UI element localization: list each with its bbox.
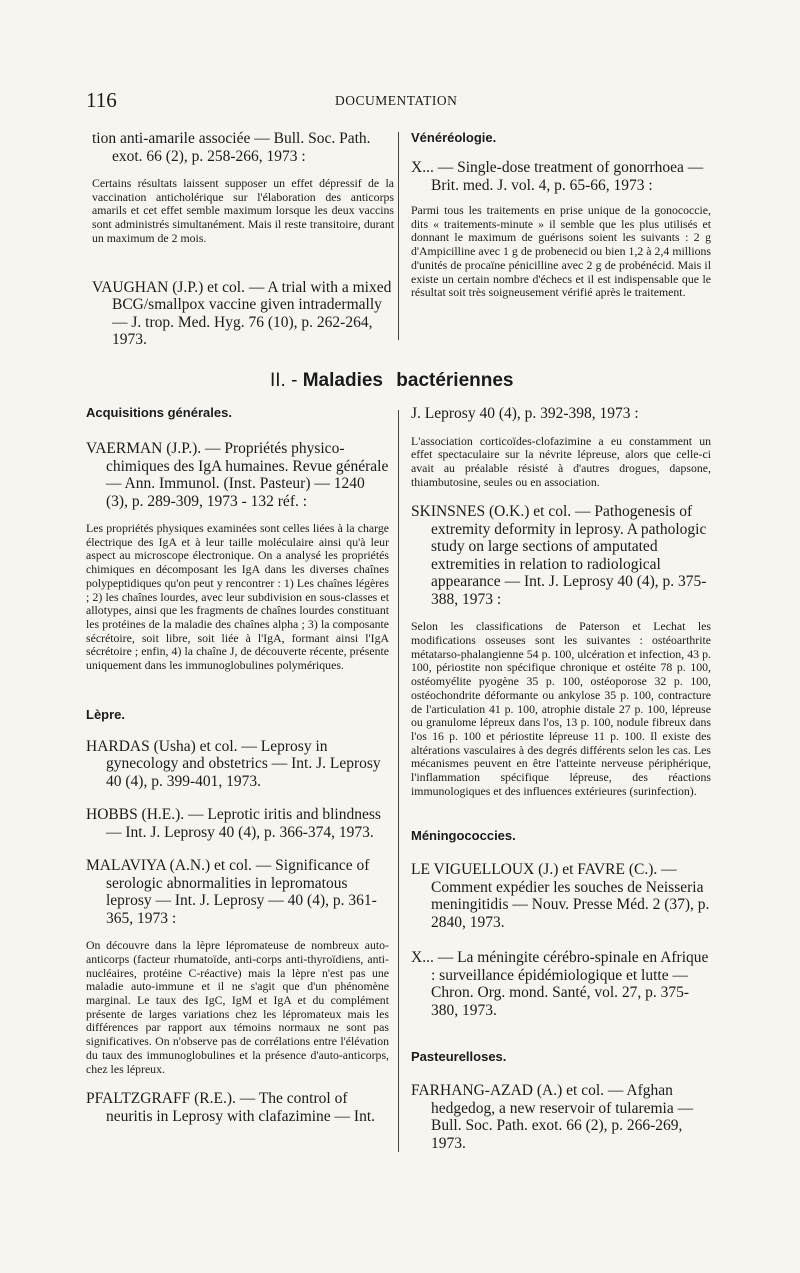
reference-entry: X... — La méningite cérébro-spinale en Afrique : surveillance épidémiologique et lutte — Chron. Org. mond. Santé, vol. 27, p. 375-380, 1973.: [411, 949, 709, 1019]
reference-entry: SKINSNES (O.K.) et col. — Pathogenesis of extremity deformity in leprosy. A pathologic study on large sections of amputated extremities in relation to radiological appearance — Int. J. Leprosy 40 (4), p. 375-388, 1973 :: [411, 503, 707, 608]
column-divider-top: [398, 132, 399, 340]
section-title: II. - Maladies bactériennes: [270, 370, 514, 391]
top-left-column: [92, 130, 394, 349]
reference-entry: VAUGHAN (J.P.) et col. — A trial with a mixed BCG/smallpox vaccine given intradermally — J. trop. Med. Hyg. 76 (10), p. 262-264, 1973.: [92, 278, 392, 349]
reference-entry: PFALTZGRAFF (R.E.). — The control of neuritis in Leprosy with clafazimine — Int.: [86, 1090, 376, 1125]
left-column: [86, 405, 389, 1125]
reference-entry: HARDAS (Usha) et col. — Leprosy in gynecology and obstetrics — Int. J. Leprosy 40 (4), p. 399-401, 1973.: [86, 737, 381, 790]
running-header: DOCUMENTATION: [335, 93, 458, 108]
page-number: 116: [86, 88, 117, 112]
abstract-text: On découvre dans la lèpre lépromateuse de nombreux auto-anticorps (facteur rhumatoïde, anti-corps anti-thyroïdiens, anti-nucléaires, protéine C-réactive) mais la lèpre n'est pas une maladie auto-immune et il ne s'agit que d'un phénomène marginal. Le taux des IgC, IgM et IgA et du complément présente de larges variations chez les lépromateux mais les différences par rapport aux témoins normaux ne sont pas significatives. On n'observe pas de corrélations entre l'élévation du taux des immunoglobulines et la présence d'auto-anticorps, chez les lépreux.: [86, 938, 389, 1076]
abstract-text: Certains résultats laissent supposer un effet dépressif de la vaccination anticholérique sur l'élaboration des anticorps amarils et cet effet semble maximum lorsque les deux vaccins sont administrés simultanément. Mais il reste transitoire, durant un maximum de 2 mois.: [92, 176, 394, 245]
reference-entry: J. Leprosy 40 (4), p. 392-398, 1973 :: [411, 405, 639, 422]
right-column: [411, 405, 711, 1152]
abstract-text: Les propriétés physiques examinées sont celles liées à la charge électrique des IgA et à leur taille moléculaire ainsi qu'à leur aspect au microscope électronique. On a analysé les propriétés chimiques en décomposant les IgA dans les diverses chaînes polypeptidiques qu'on peut y rencontrer : 1) Les chaînes légères ; 2) les chaînes lourdes, avec leur subdivision en sous-classes et allotypes, ainsi que les fragments de chaînes lourdes constituant les protéines de la maladie des chaînes alpha ; 3) la composante sécrétoire, soit libre, soit liée à l'IgA, formant ainsi l'IgA sécrétoire ; enfin, 4) la chaîne J, de découverte récente, présente uniquement dans les immunoglobulines polymériques.: [86, 521, 389, 673]
reference-entry: X... — Single-dose treatment of gonorrhoea — Brit. med. J. vol. 4, p. 65-66, 1973 :: [411, 159, 704, 194]
reference-entry: VAERMAN (J.P.). — Propriétés physico-chimiques des IgA humaines. Revue générale — Ann. Immunol. (Inst. Pasteur) — 1240 (3), p. 289-309, 1973 - 132 réf. :: [86, 440, 389, 510]
reference-entry: MALAVIYA (A.N.) et col. — Significance of serologic abnormalities in lepromatous leprosy — Int. J. Leprosy — 40 (4), p. 361-365, 1973 :: [86, 857, 377, 927]
reference-entry: LE VIGUELLOUX (J.) et FAVRE (C.). — Comment expédier les souches de Neisseria meningitidis — Nouv. Presse Méd. 2 (37), p. 2840, 1973.: [411, 861, 710, 931]
reference-entry: tion anti-amarile associée — Bull. Soc. Path. exot. 66 (2), p. 258-266, 1973 :: [92, 130, 371, 165]
reference-entry: FARHANG-AZAD (A.) et col. — Afghan hedgedog, a new reservoir of tularemia — Bull. Soc. Path. exot. 66 (2), p. 266-269, 1973.: [411, 1082, 694, 1152]
top-right-column: [411, 130, 711, 300]
category-heading: Pasteurelloses.: [411, 1049, 507, 1065]
category-heading: Acquisitions générales.: [86, 405, 232, 420]
abstract-text: Parmi tous les traitements en prise unique de la gonococcie, dits « traitements-minute » il semble que les plus utilisés et donnant le maximum de guérisons soient les suivants : 2 g d'Ampicilline avec 1 g de probenecid ou bien 1,2 à 2,4 millions d'unités de procaïne pénicilline avec 2 g de probénécid. Mais il existe un certain nombre d'échecs et il est indispensable que le résultat soit très soigneusement vérifié après le traitement.: [411, 203, 711, 300]
category-heading: Lèpre.: [86, 706, 126, 722]
reference-entry: HOBBS (H.E.). — Leprotic iritis and blindness — Int. J. Leprosy 40 (4), p. 366-374, 1973.: [86, 806, 381, 841]
category-heading: Méningococcies.: [411, 828, 516, 844]
abstract-text: L'association corticoïdes-clofazimine a eu constamment un effet spectaculaire sur la névrite lépreuse, alors que celle-ci avait au préalable résisté à d'autres drogues, dapsone, thiambutosine, seules ou en association.: [411, 433, 711, 489]
category-heading: Vénéréologie.: [411, 130, 497, 145]
abstract-text: Selon les classifications de Paterson et Lechat les modifications osseuses sont les suivantes : ostéoarthrite métatarso-phalangienne 54 p. 100, ulcération et infection, 43 p. 100, périostite non spécifique chronique et ostéite 78 p. 100, ostéomyélite pyogène 35 p. 100, ostéoporose 32 p. 100, ostéochondrite déformante ou ankylose 35 p. 100, contracture de l'articulation 41 p. 100, atrophie distale 27 p. 100, lépreuse ou granulome lépreux dans l'os, 13 p. 100, nodule fibreux dans l'os 16 p. 100 et périostite lépreuse 11 p. 100. Il existe des altérations vasculaires à des degrés différents selon les cas. Les mécanismes peuvent en être l'atteinte nerveuse périphérique, l'inflammation spécifique lépreuse, des réactions immunologiques et des influences extérieures (surinfection).: [411, 619, 711, 798]
column-divider-main: [398, 410, 399, 1152]
